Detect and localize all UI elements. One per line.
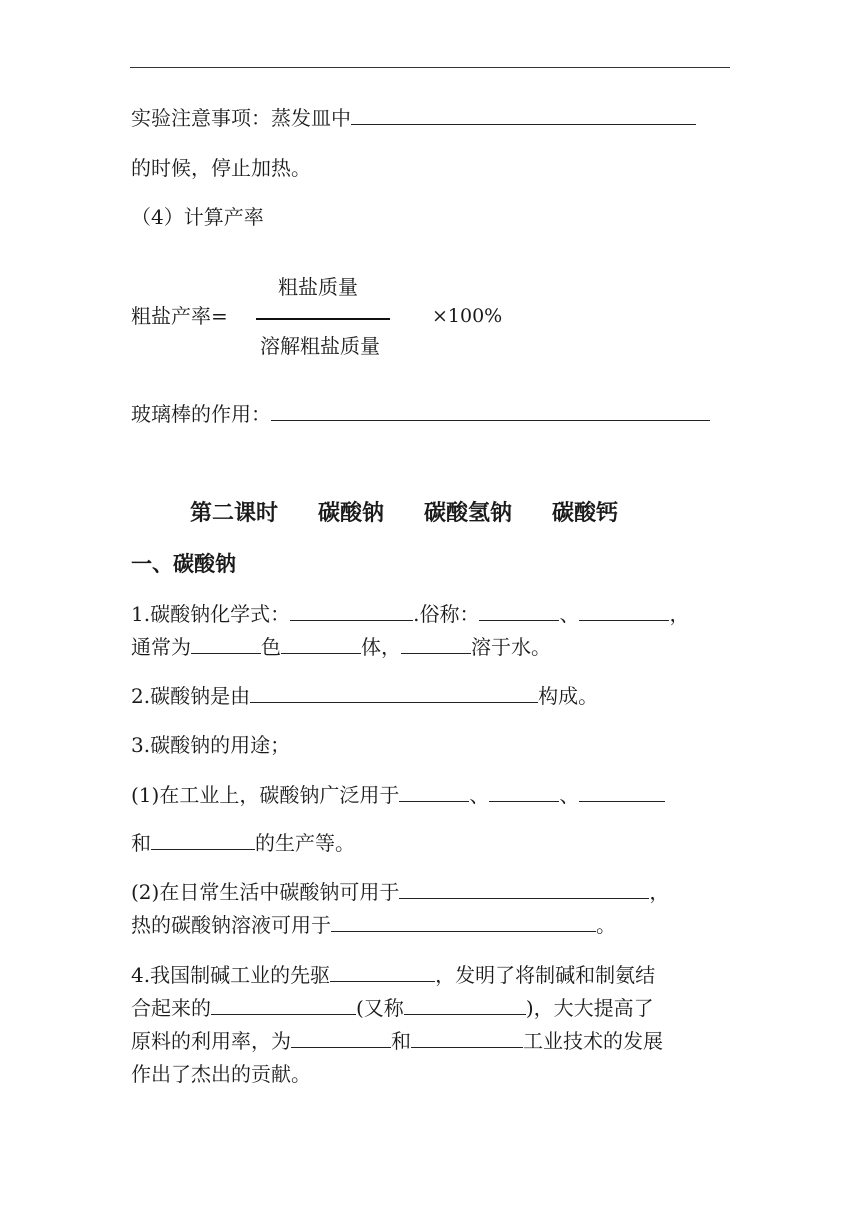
q4-line4: 作出了杰出的贡献。 xyxy=(131,1062,311,1086)
evaporation-note-label: 实验注意事项：蒸发皿中 xyxy=(131,106,351,130)
q3-2-line1 xyxy=(131,878,669,906)
q3-1-sep-1: 、 xyxy=(469,783,490,807)
q4-aka: (又称 xyxy=(356,996,404,1020)
q3-1-label: (1)在工业上，碳酸钠广泛用于 xyxy=(131,783,400,807)
q2-label: 2.碳酸钠是由 xyxy=(131,684,251,708)
evaporation-blank[interactable] xyxy=(351,104,696,125)
q4-industry-blank-1[interactable] xyxy=(291,1027,391,1048)
q4-development: 工业技术的发展 xyxy=(523,1029,663,1053)
q4-label: 4.我国制碱工业的先驱 xyxy=(131,963,331,987)
q4-and: 和 xyxy=(391,1029,411,1053)
q1-state-blank[interactable] xyxy=(281,633,361,654)
q4-aka-blank[interactable] xyxy=(404,994,526,1015)
lesson-heading xyxy=(190,498,618,528)
q3-2-label: (2)在日常生活中碳酸钠可用于 xyxy=(131,880,400,904)
formula-denominator: 溶解粗盐质量 xyxy=(260,334,380,358)
formula-percent: ×100% xyxy=(432,305,503,327)
q1-line1 xyxy=(131,600,689,628)
top-rule xyxy=(130,67,730,68)
q4-invented: ，发明了将制碱和制氨结 xyxy=(435,963,656,987)
q1-dissolve: 溶于水。 xyxy=(471,635,551,659)
calc-yield-heading: （4）计算产率 xyxy=(131,205,264,229)
q3-2-hot-label: 热的碳酸钠溶液可用于 xyxy=(131,913,331,937)
q1-label: 1.碳酸钠化学式： xyxy=(131,602,291,626)
q3-2-line2 xyxy=(131,911,616,939)
q3-1-line1 xyxy=(131,781,665,809)
topic-calcium-carbonate: 碳酸钙 xyxy=(552,500,619,526)
q1-solubility-blank[interactable] xyxy=(401,633,471,654)
q3-1-line2 xyxy=(131,829,355,857)
topic-sodium-carbonate: 碳酸钠 xyxy=(318,500,385,526)
q3-2-blank-2[interactable] xyxy=(331,911,596,932)
q1-usually: 通常为 xyxy=(131,635,191,659)
q3-1-blank-4[interactable] xyxy=(151,829,255,850)
q3-2-period: 。 xyxy=(596,913,616,937)
q4-improved: )，大大提高了 xyxy=(525,996,654,1020)
formula-lhs: 粗盐产率= xyxy=(131,304,228,328)
glass-rod-blank[interactable] xyxy=(271,400,710,421)
topic-sodium-bicarbonate: 碳酸氢钠 xyxy=(424,500,513,526)
q2-end: 构成。 xyxy=(538,684,599,708)
glass-rod-line xyxy=(131,400,710,428)
q1-line2 xyxy=(131,633,551,661)
glass-rod-label: 玻璃棒的作用： xyxy=(131,402,271,426)
q3-1-and: 和 xyxy=(131,831,151,855)
q4-utilization: 原料的利用率，为 xyxy=(131,1029,291,1053)
q1-sep: 、 xyxy=(559,602,580,626)
q1-color: 色 xyxy=(261,635,281,659)
stop-heating-line: 的时候，停止加热。 xyxy=(131,156,311,180)
q1-formula-blank[interactable] xyxy=(290,600,413,621)
q1-state: 体， xyxy=(361,635,401,659)
q1-alias-label: .俗称： xyxy=(413,602,480,626)
q3-2-comma: ， xyxy=(649,880,670,904)
q3-1-sep-2: 、 xyxy=(559,783,580,807)
q1-comma: ， xyxy=(669,602,690,626)
q4-industry-blank-2[interactable] xyxy=(411,1027,523,1048)
fraction-bar xyxy=(256,318,390,320)
q3-1-blank-3[interactable] xyxy=(579,781,665,802)
q1-alias-blank-1[interactable] xyxy=(479,600,559,621)
q3-1-blank-2[interactable] xyxy=(489,781,559,802)
q4-method-blank[interactable] xyxy=(211,994,356,1015)
q4-line1 xyxy=(131,961,655,989)
q4-combined: 合起来的 xyxy=(131,996,211,1020)
lesson-title: 第二课时 xyxy=(190,500,279,526)
q2-line xyxy=(131,682,598,710)
q1-alias-blank-2[interactable] xyxy=(579,600,669,621)
q3-1-end: 的生产等。 xyxy=(255,831,355,855)
q3-1-blank-1[interactable] xyxy=(399,781,469,802)
q3-2-blank-1[interactable] xyxy=(399,878,649,899)
q1-color-blank[interactable] xyxy=(191,633,261,654)
q2-blank[interactable] xyxy=(250,682,538,703)
evaporation-note-line xyxy=(131,104,696,132)
q4-line2 xyxy=(131,994,654,1022)
formula-numerator: 粗盐质量 xyxy=(278,275,358,299)
q3-line: 3.碳酸钠的用途； xyxy=(131,733,291,757)
section-title: 一、碳酸钠 xyxy=(131,551,236,576)
q4-line3 xyxy=(131,1027,663,1055)
q4-pioneer-blank[interactable] xyxy=(330,961,435,982)
